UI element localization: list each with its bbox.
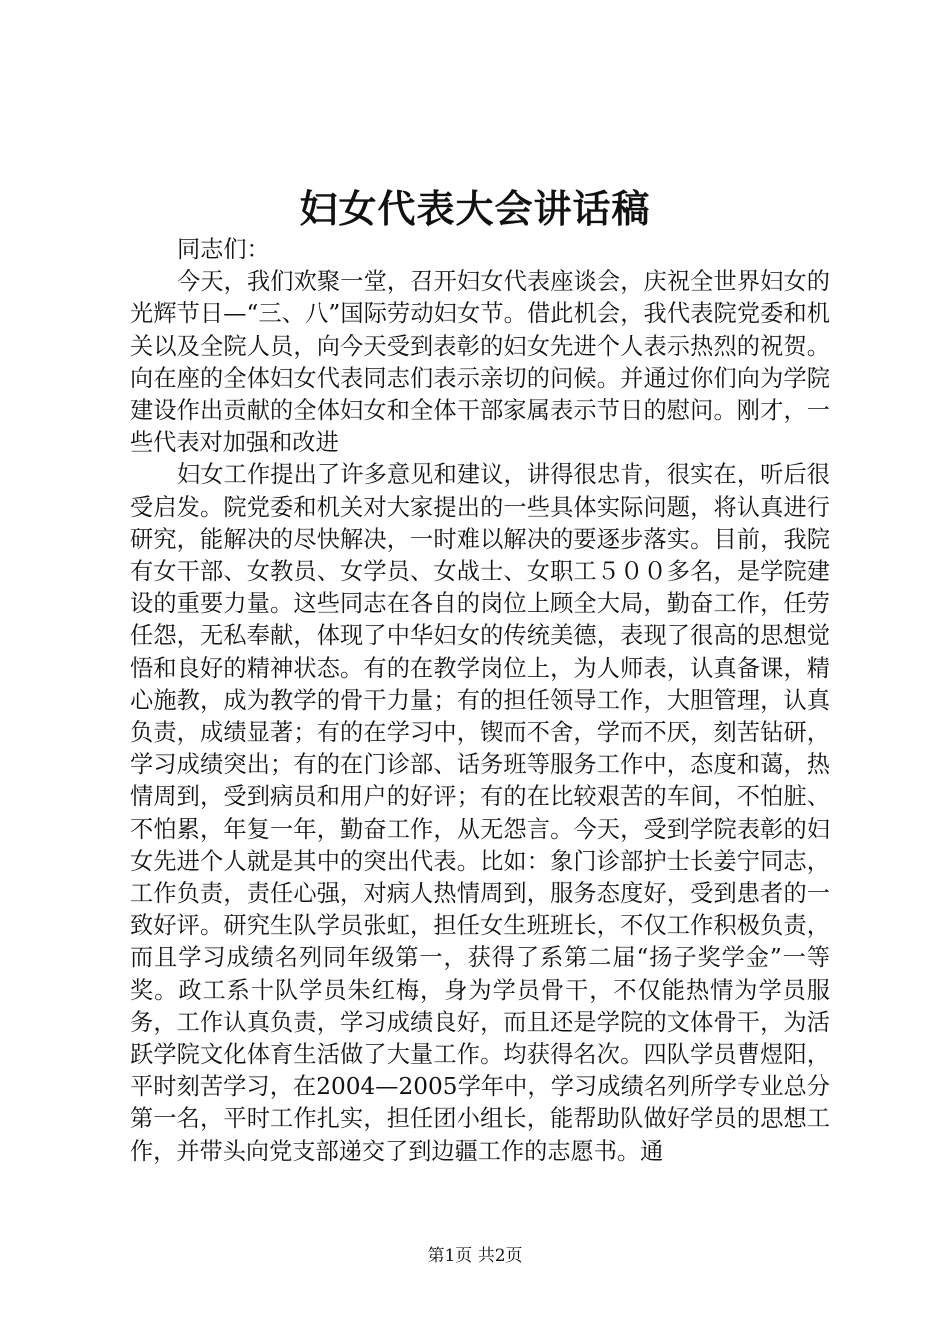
paragraph-2: 妇女工作提出了许多意见和建议，讲得很忠肯，很实在，听后很受启发。院党委和机关对大家提出的一些具体实际问题，将认真进行研究，能解决的尽快解决，一时难以解决的要逐步落实。目前，我院有女干部、女教员、女学员、女战士、女职工５００多名，是学院建设的重要力量。这些同志在各自的岗位上顾全大局，勤奋工作，任劳任怨，无私奉献，体现了中华妇女的传统美德，表现了很高的思想觉悟和良好的精神状态。有的在教学岗位上，为人师表，认真备课，精心施教，成为教学的骨干力量；有的担任领导工作，大胆管理，认真负责，成绩显著；有的在学习中，锲而不舍，学而不厌，刻苦钻研，学习成绩突出；有的在门诊部、话务班等服务工作中，态度和蔼，热情周到，受到病员和用户的好评；有的在比较艰苦的车间，不怕脏、不怕累，年复一年，勤奋工作，从无怨言。今天，受到学院表彰的妇女先进个人就是其中的突出代表。比如：象门诊部护士长姜宁同志，工作负责，责任心强，对病人热情周到，服务态度好，受到患者的一致好评。研究生队学员张虹，担任女生班班长，不仅工作积极负责，而且学习成绩名列同年级第一，获得了系第二届“扬子奖学金”一等奖。政工系十队学员朱红梅，身为学员骨干，不仅能热情为学员服务，工作认真负责，学习成绩良好，而且还是学院的文体骨干，为活跃学院文化体育生活做了大量工作。均获得名次。四队学员曹煜阳，平时刻苦学习，在2004—2005学年中，学习成绩名列所学专业总分第一名，平时工作扎实，担任团小组长，能帮助队做好学员的思想工作，并带头向党支部递交了到边疆工作的志愿书。通 <box>130 461 830 1165</box>
greeting: 同志们： <box>177 236 270 263</box>
page-number-footer: 第1页 共2页 <box>427 1246 523 1266</box>
document-title: 妇女代表大会讲话稿 <box>299 186 651 231</box>
document-body <box>130 234 830 1168</box>
paragraph-1: 今天，我们欢聚一堂，召开妇女代表座谈会，庆祝全世界妇女的光辉节日—“三、八”国际劳动妇女节。借此机会，我代表院党委和机关以及全院人员，向今天受到表彰的妇女先进个人表示热烈的祝贺。向在座的全体妇女代表同志们表示亲切的问候。并通过你们向为学院建设作出贡献的全体妇女和全体干部家属表示节日的慰问。刚才，一些代表对加强和改进 <box>130 268 830 457</box>
